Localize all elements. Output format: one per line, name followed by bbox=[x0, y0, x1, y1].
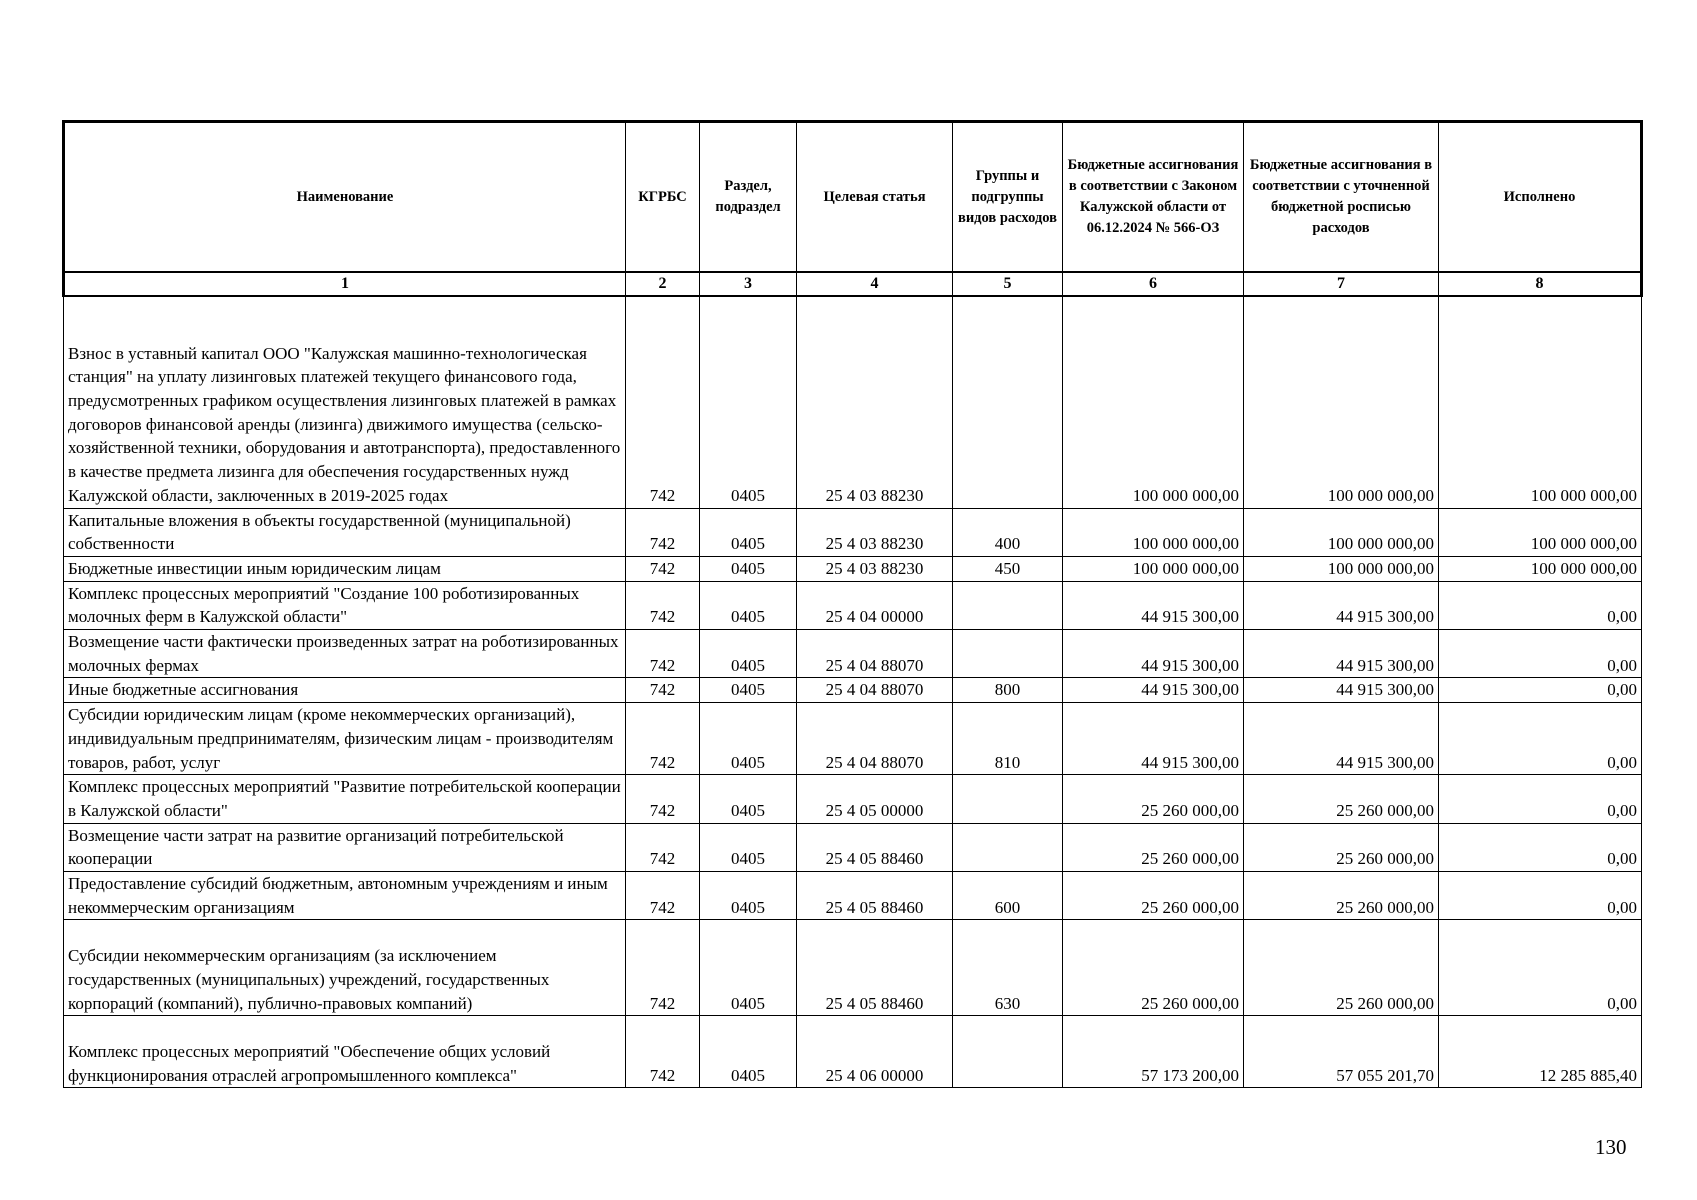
row-section: 0405 bbox=[700, 581, 797, 629]
row-name: Комплекс процессных мероприятий "Развитие потребительской кооперации в Калужской области" bbox=[64, 775, 626, 823]
table-row bbox=[64, 775, 1642, 823]
row-expense-type bbox=[953, 823, 1063, 871]
row-expense-type: 800 bbox=[953, 678, 1063, 703]
row-law-amount: 44 915 300,00 bbox=[1063, 703, 1244, 775]
row-executed-amount: 0,00 bbox=[1439, 630, 1642, 678]
row-kgrbs: 742 bbox=[626, 630, 700, 678]
row-kgrbs: 742 bbox=[626, 703, 700, 775]
row-section: 0405 bbox=[700, 678, 797, 703]
row-section: 0405 bbox=[700, 508, 797, 556]
row-kgrbs: 742 bbox=[626, 556, 700, 581]
row-law-amount: 100 000 000,00 bbox=[1063, 508, 1244, 556]
row-name: Субсидии юридическим лицам (кроме некоммерческих организаций), индивидуальным предпринимателям, физическим лицам - производителям товаров, работ, услуг bbox=[64, 703, 626, 775]
row-executed-amount: 100 000 000,00 bbox=[1439, 296, 1642, 508]
header-section: Раздел, подраздел bbox=[700, 122, 797, 273]
row-executed-amount: 0,00 bbox=[1439, 581, 1642, 629]
row-law-amount: 25 260 000,00 bbox=[1063, 920, 1244, 1016]
row-expense-type bbox=[953, 581, 1063, 629]
row-executed-amount: 0,00 bbox=[1439, 823, 1642, 871]
table-row bbox=[64, 581, 1642, 629]
table-row bbox=[64, 920, 1642, 1016]
row-refined-amount: 44 915 300,00 bbox=[1244, 678, 1439, 703]
row-target-article: 25 4 04 88070 bbox=[797, 630, 953, 678]
row-target-article: 25 4 06 00000 bbox=[797, 1016, 953, 1088]
table-row bbox=[64, 872, 1642, 920]
row-expense-type: 810 bbox=[953, 703, 1063, 775]
row-refined-amount: 57 055 201,70 bbox=[1244, 1016, 1439, 1088]
row-law-amount: 100 000 000,00 bbox=[1063, 296, 1244, 508]
budget-table bbox=[62, 120, 1643, 1088]
row-refined-amount: 25 260 000,00 bbox=[1244, 872, 1439, 920]
table-row bbox=[64, 678, 1642, 703]
column-number: 8 bbox=[1439, 272, 1642, 296]
row-expense-type bbox=[953, 630, 1063, 678]
row-section: 0405 bbox=[700, 630, 797, 678]
row-executed-amount: 0,00 bbox=[1439, 775, 1642, 823]
header-law-allocations: Бюджетные ассигнования в соответствии с Законом Калужской области от 06.12.2024 № 566-ОЗ bbox=[1063, 122, 1244, 273]
row-executed-amount: 0,00 bbox=[1439, 872, 1642, 920]
row-law-amount: 44 915 300,00 bbox=[1063, 581, 1244, 629]
row-section: 0405 bbox=[700, 872, 797, 920]
row-name: Возмещение части фактически произведенных затрат на роботизированных молочных фермах bbox=[64, 630, 626, 678]
header-kgrbs: КГРБС bbox=[626, 122, 700, 273]
table-row bbox=[64, 556, 1642, 581]
column-number: 7 bbox=[1244, 272, 1439, 296]
header-row bbox=[64, 122, 1642, 273]
row-law-amount: 44 915 300,00 bbox=[1063, 630, 1244, 678]
row-law-amount: 44 915 300,00 bbox=[1063, 678, 1244, 703]
row-expense-type: 600 bbox=[953, 872, 1063, 920]
row-executed-amount: 100 000 000,00 bbox=[1439, 556, 1642, 581]
row-expense-type: 450 bbox=[953, 556, 1063, 581]
row-expense-type bbox=[953, 775, 1063, 823]
row-refined-amount: 25 260 000,00 bbox=[1244, 920, 1439, 1016]
table-row bbox=[64, 508, 1642, 556]
row-executed-amount: 0,00 bbox=[1439, 678, 1642, 703]
row-refined-amount: 100 000 000,00 bbox=[1244, 556, 1439, 581]
row-section: 0405 bbox=[700, 920, 797, 1016]
row-refined-amount: 25 260 000,00 bbox=[1244, 823, 1439, 871]
header-refined-allocations: Бюджетные ассигнования в соответствии с уточненной бюджетной росписью расходов bbox=[1244, 122, 1439, 273]
row-executed-amount: 0,00 bbox=[1439, 703, 1642, 775]
row-refined-amount: 44 915 300,00 bbox=[1244, 703, 1439, 775]
row-target-article: 25 4 04 00000 bbox=[797, 581, 953, 629]
row-expense-type bbox=[953, 296, 1063, 508]
row-law-amount: 25 260 000,00 bbox=[1063, 775, 1244, 823]
row-refined-amount: 44 915 300,00 bbox=[1244, 581, 1439, 629]
header-name: Наименование bbox=[64, 122, 626, 273]
row-section: 0405 bbox=[700, 823, 797, 871]
column-number: 2 bbox=[626, 272, 700, 296]
table-row bbox=[64, 630, 1642, 678]
row-law-amount: 100 000 000,00 bbox=[1063, 556, 1244, 581]
row-kgrbs: 742 bbox=[626, 775, 700, 823]
row-law-amount: 57 173 200,00 bbox=[1063, 1016, 1244, 1088]
header-target-article: Целевая статья bbox=[797, 122, 953, 273]
row-refined-amount: 100 000 000,00 bbox=[1244, 508, 1439, 556]
row-refined-amount: 100 000 000,00 bbox=[1244, 296, 1439, 508]
row-section: 0405 bbox=[700, 1016, 797, 1088]
row-executed-amount: 12 285 885,40 bbox=[1439, 1016, 1642, 1088]
row-kgrbs: 742 bbox=[626, 581, 700, 629]
row-target-article: 25 4 04 88070 bbox=[797, 703, 953, 775]
row-section: 0405 bbox=[700, 703, 797, 775]
row-target-article: 25 4 05 88460 bbox=[797, 823, 953, 871]
table-row bbox=[64, 703, 1642, 775]
row-target-article: 25 4 05 00000 bbox=[797, 775, 953, 823]
row-target-article: 25 4 05 88460 bbox=[797, 872, 953, 920]
row-refined-amount: 25 260 000,00 bbox=[1244, 775, 1439, 823]
row-kgrbs: 742 bbox=[626, 823, 700, 871]
table-row bbox=[64, 1016, 1642, 1088]
row-name: Субсидии некоммерческим организациям (за исключением государственных (муниципальных) учреждений, государственных корпораций (компаний), публично-правовых компаний) bbox=[64, 920, 626, 1016]
row-kgrbs: 742 bbox=[626, 678, 700, 703]
row-expense-type: 630 bbox=[953, 920, 1063, 1016]
row-name: Комплекс процессных мероприятий "Обеспечение общих условий функционирования отраслей агропромышленного комплекса" bbox=[64, 1016, 626, 1088]
table-row bbox=[64, 823, 1642, 871]
column-number: 6 bbox=[1063, 272, 1244, 296]
row-target-article: 25 4 04 88070 bbox=[797, 678, 953, 703]
row-executed-amount: 100 000 000,00 bbox=[1439, 508, 1642, 556]
row-law-amount: 25 260 000,00 bbox=[1063, 872, 1244, 920]
row-name: Иные бюджетные ассигнования bbox=[64, 678, 626, 703]
row-name: Комплекс процессных мероприятий "Создание 100 роботизированных молочных ферм в Калужской области" bbox=[64, 581, 626, 629]
column-number: 1 bbox=[64, 272, 626, 296]
row-refined-amount: 44 915 300,00 bbox=[1244, 630, 1439, 678]
table-row bbox=[64, 296, 1642, 508]
row-expense-type bbox=[953, 1016, 1063, 1088]
row-kgrbs: 742 bbox=[626, 508, 700, 556]
row-section: 0405 bbox=[700, 775, 797, 823]
row-law-amount: 25 260 000,00 bbox=[1063, 823, 1244, 871]
header-expense-groups: Группы и подгруппы видов расходов bbox=[953, 122, 1063, 273]
row-name: Бюджетные инвестиции иным юридическим лицам bbox=[64, 556, 626, 581]
row-kgrbs: 742 bbox=[626, 296, 700, 508]
page-number: 130 bbox=[1595, 1135, 1627, 1159]
row-target-article: 25 4 05 88460 bbox=[797, 920, 953, 1016]
row-executed-amount: 0,00 bbox=[1439, 920, 1642, 1016]
row-name: Капитальные вложения в объекты государственной (муниципальной) собственности bbox=[64, 508, 626, 556]
row-target-article: 25 4 03 88230 bbox=[797, 508, 953, 556]
column-number: 5 bbox=[953, 272, 1063, 296]
row-kgrbs: 742 bbox=[626, 872, 700, 920]
row-kgrbs: 742 bbox=[626, 920, 700, 1016]
row-name: Возмещение части затрат на развитие организаций потребительской кооперации bbox=[64, 823, 626, 871]
row-section: 0405 bbox=[700, 556, 797, 581]
row-section: 0405 bbox=[700, 296, 797, 508]
row-name: Взнос в уставный капитал ООО "Калужская машинно-технологическая станция" на уплату лизинговых платежей текущего финансового года, предусмотренных графиком осуществления лизинговых платежей в рамках договоров финансовой аренды (лизинга) движимого имущества (сельско-хозяйственной техники, оборудования и автотранспорта), предоставленного в качестве предмета лизинга для обеспечения государственных нужд Калужской области, заключенных в 2019-2025 годах bbox=[64, 296, 626, 508]
header-executed: Исполнено bbox=[1439, 122, 1642, 273]
row-target-article: 25 4 03 88230 bbox=[797, 296, 953, 508]
row-expense-type: 400 bbox=[953, 508, 1063, 556]
column-number: 4 bbox=[797, 272, 953, 296]
row-kgrbs: 742 bbox=[626, 1016, 700, 1088]
row-target-article: 25 4 03 88230 bbox=[797, 556, 953, 581]
row-name: Предоставление субсидий бюджетным, автономным учреждениям и иным некоммерческим организациям bbox=[64, 872, 626, 920]
column-number-row bbox=[64, 272, 1642, 296]
column-number: 3 bbox=[700, 272, 797, 296]
